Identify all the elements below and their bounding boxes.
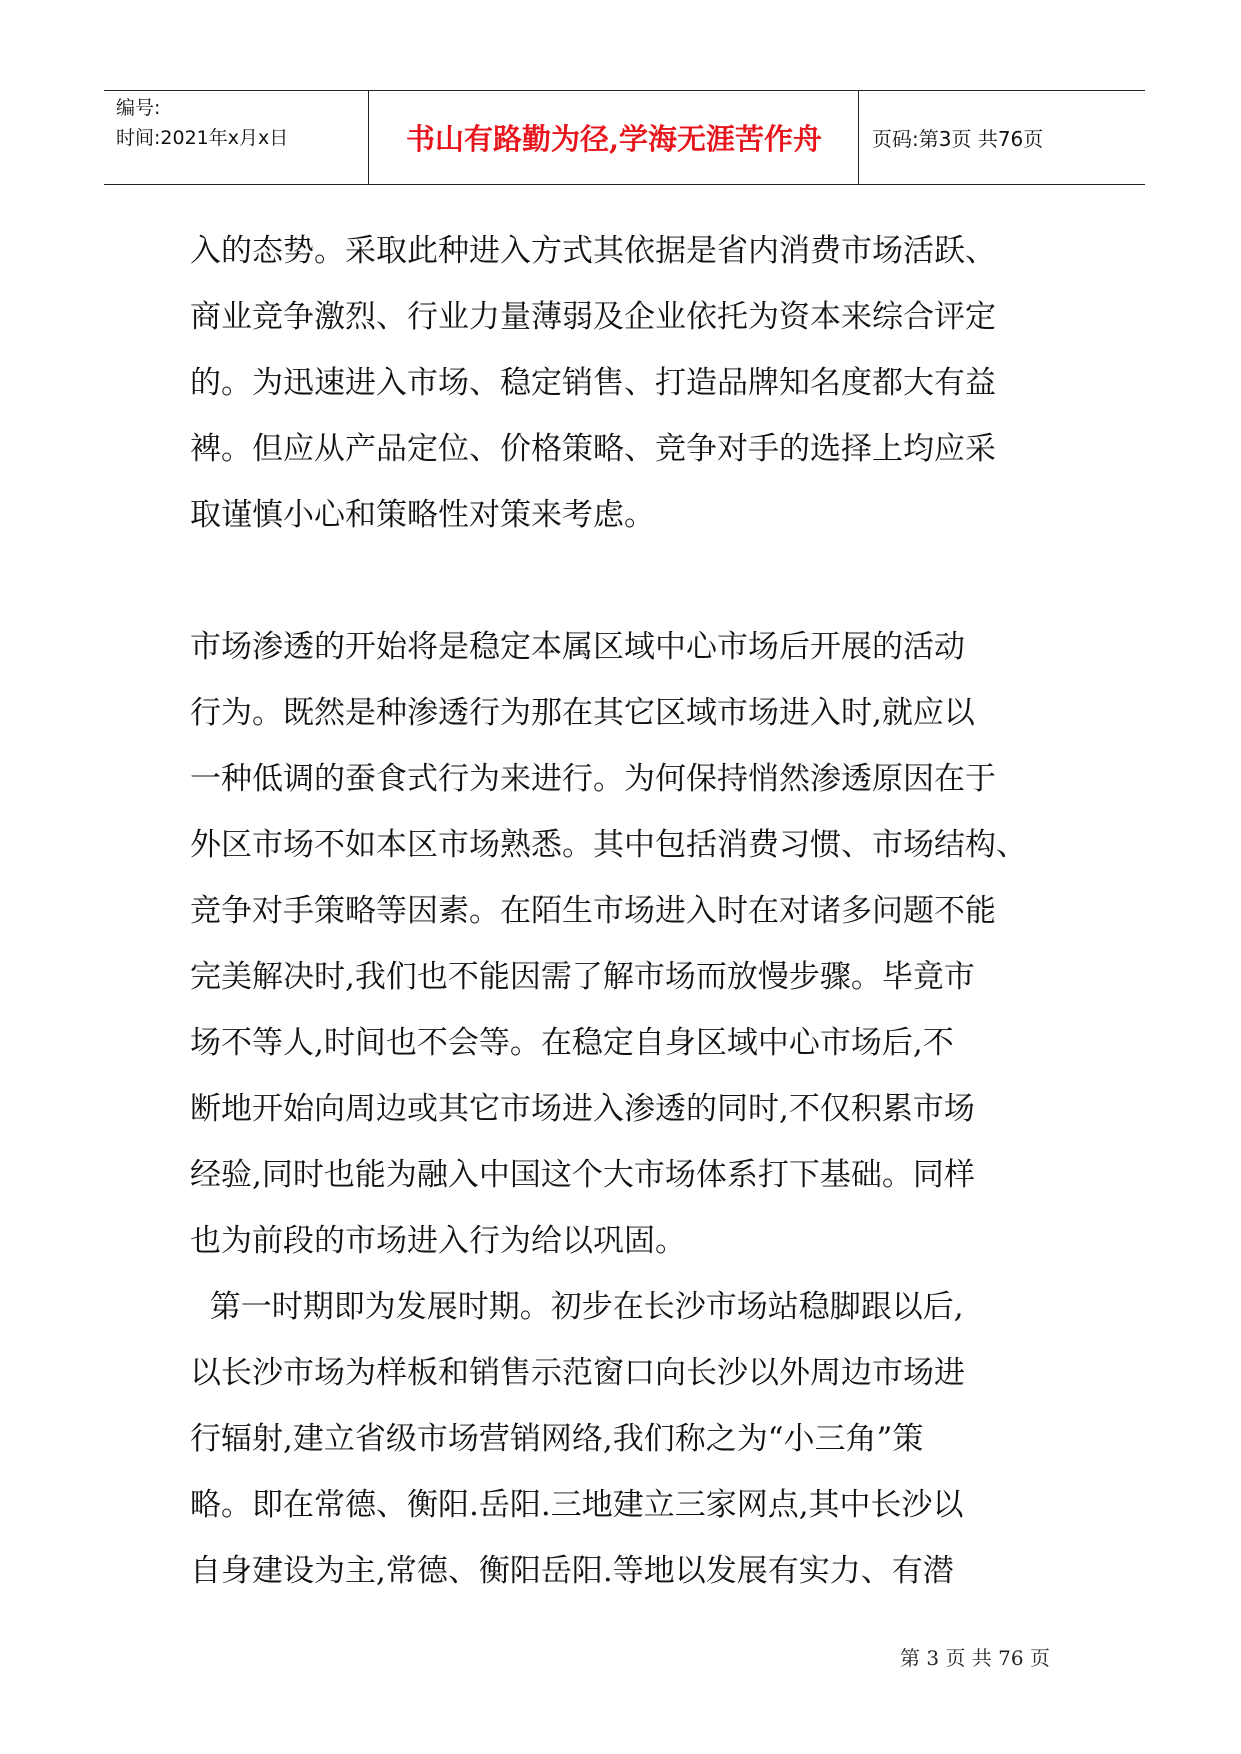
text-line: 竞争对手策略等因素。在陌生市场进入时在对诸多问题不能 — [190, 893, 996, 929]
document-number-label: 编号: — [116, 97, 161, 119]
text-line: 经验,同时也能为融入中国这个大市场体系打下基础。同样 — [190, 1157, 975, 1193]
document-time-label: 时间:2021年x月x日 — [116, 127, 289, 149]
text-line: 外区市场不如本区市场熟悉。其中包括消费习惯、市场结构、 — [190, 827, 1027, 863]
text-line: 取谨慎小心和策略性对策来考虑。 — [190, 497, 655, 533]
header-divider-left — [368, 91, 369, 184]
text-line: 第一时期即为发展时期。初步在长沙市场站稳脚跟以后, — [190, 1289, 964, 1325]
text-line: 的。为迅速进入市场、稳定销售、打造品牌知名度都大有益 — [190, 365, 996, 401]
header-motto: 书山有路勤为径,学海无涯苦作舟 — [405, 122, 823, 156]
text-line: 以长沙市场为样板和销售示范窗口向长沙以外周边市场进 — [190, 1355, 965, 1391]
text-line: 也为前段的市场进入行为给以巩固。 — [190, 1223, 686, 1259]
text-line: 入的态势。采取此种进入方式其依据是省内消费市场活跃、 — [190, 233, 996, 269]
text-line: 一种低调的蚕食式行为来进行。为何保持悄然渗透原因在于 — [190, 761, 996, 797]
paragraph — [190, 1274, 1070, 1604]
text-line: 行为。既然是种渗透行为那在其它区域市场进入时,就应以 — [190, 695, 975, 731]
text-line: 断地开始向周边或其它市场进入渗透的同时,不仅积累市场 — [190, 1091, 975, 1127]
document-body — [190, 218, 1070, 1604]
paragraph-gap — [190, 548, 1070, 614]
text-line: 略。即在常德、衡阳.岳阳.三地建立三家网点,其中长沙以 — [190, 1487, 964, 1523]
paragraph — [190, 614, 1070, 1274]
text-line: 商业竞争激烈、行业力量薄弱及企业依托为资本来综合评定 — [190, 299, 996, 335]
header-divider-right — [858, 91, 859, 184]
header-meta — [116, 93, 366, 153]
text-line: 行辐射,建立省级市场营销网络,我们称之为“小三角”策 — [190, 1421, 924, 1457]
text-line: 场不等人,时间也不会等。在稳定自身区域中心市场后,不 — [190, 1025, 954, 1061]
text-line: 市场渗透的开始将是稳定本属区域中心市场后开展的活动 — [190, 629, 965, 665]
text-line: 裨。但应从产品定位、价格策略、竞争对手的选择上均应采 — [190, 431, 996, 467]
paragraph — [190, 218, 1070, 548]
text-line: 完美解决时,我们也不能因需了解市场而放慢步骤。毕竟市 — [190, 959, 975, 995]
header-page-info: 页码:第3页 共76页 — [872, 127, 1044, 151]
page-footer: 第 3 页 共 76 页 — [900, 1646, 1050, 1670]
text-line: 自身建设为主,常德、衡阳岳阳.等地以发展有实力、有潜 — [190, 1553, 954, 1589]
page-header — [104, 90, 1145, 185]
